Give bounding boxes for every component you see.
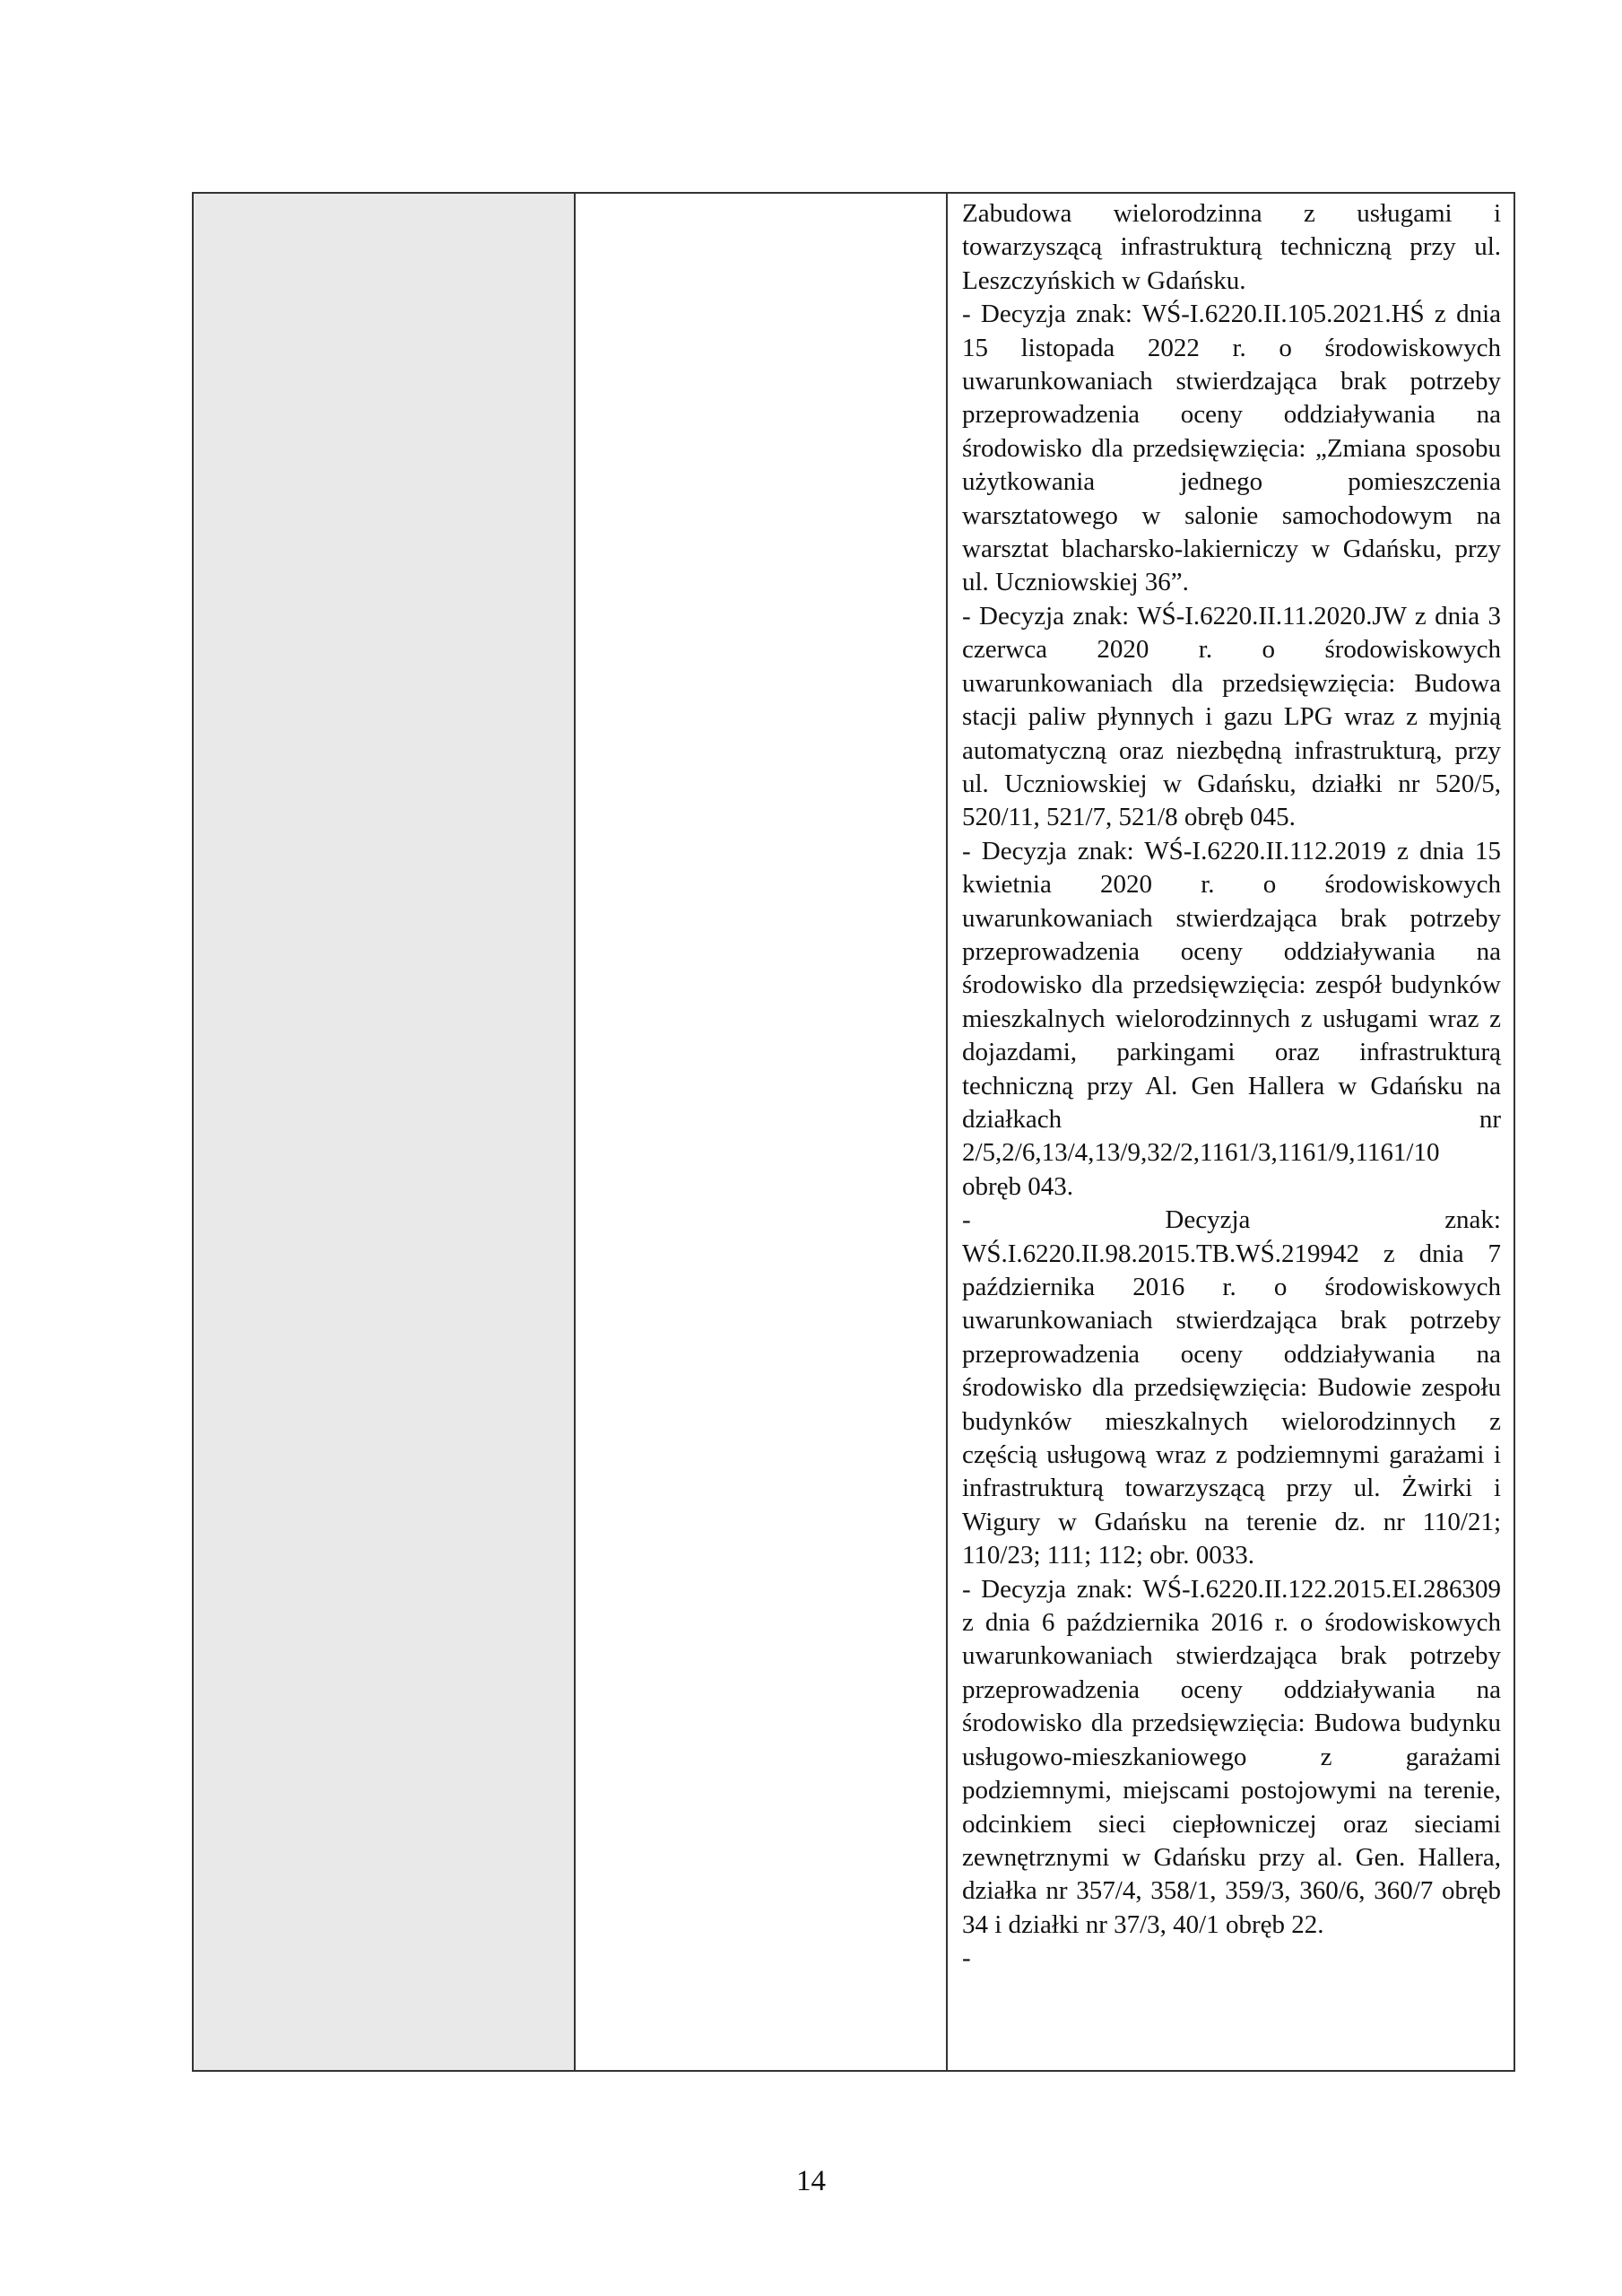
paragraph-decision-4: - Decyzja znak: WŚ.I.6220.II.98.2015.TB.WŚ.219942 z dnia 7 października 2016 r. o środowiskowych uwarunkowaniach stwierdzająca brak potrzeby przeprowadzenia oceny oddziaływania na środowisko dla przedsięwzięcia: Budowie zespołu budynków mieszkalnych wielorodzinnych z częścią usługową wraz z podziemnymi garażami i infrastrukturą towarzyszącą przy ul. Żwirki i Wigury w Gdańsku na terenie dz. nr 110/21; 110/23; 111; 112; obr. 0033. [962,1205,1501,1570]
paragraph-decision-2: - Decyzja znak: WŚ-I.6220.II.11.2020.JW z dnia 3 czerwca 2020 r. o środowiskowych uwarunkowaniach dla przedsięwzięcia: Budowa stacji paliw płynnych i gazu LPG wraz z myjnią automatyczną oraz niezbędną infrastrukturą, przy ul. Uczniowskiej w Gdańsku, działki nr 520/5, 520/11, 521/7, 521/8 obręb 045. [962,601,1501,832]
table-cell-column-1 [193,193,575,2071]
table-cell-column-3 [947,193,1514,2071]
page-number: 14 [796,2165,826,2197]
paragraph-decision-1: - Decyzja znak: WŚ-I.6220.II.105.2021.HŚ z dnia 15 listopada 2022 r. o środowiskowych uwarunkowaniach stwierdzająca brak potrzeby przeprowadzenia oceny oddziaływania na środowisko dla przedsięwzięcia: „Zmiana sposobu użytkowania jednego pomieszczenia warsztatowego w salonie samochodowym na warsztat blacharsko-lakierniczy w Gdańsku, przy ul. Uczniowskiej 36”. [962,300,1501,597]
cell-text-block [948,194,1514,1976]
paragraph-trailing-dash: - [962,1944,971,1973]
table-row [193,193,1514,2071]
table-cell-column-2 [575,193,947,2071]
cell-text [576,194,946,197]
paragraph-decision-5: - Decyzja znak: WŚ-I.6220.II.122.2015.EI.286309 z dnia 6 października 2016 r. o środowiskowych uwarunkowaniach stwierdzająca brak potrzeby przeprowadzenia oceny oddziaływania na środowisko dla przedsięwzięcia: Budowa budynku usługowo-mieszkaniowego z garażami podziemnymi, miejscami postojowymi na terenie, odcinkiem sieci ciepłowniczej oraz sieciami zewnętrznymi w Gdańsku przy al. Gen. Hallera, działka nr 357/4, 358/1, 359/3, 360/6, 360/7 obręb 34 i działki nr 37/3, 40/1 obręb 22. [962,1574,1501,1939]
paragraph-decision-3: - Decyzja znak: WŚ-I.6220.II.112.2019 z dnia 15 kwietnia 2020 r. o środowiskowych uwarunkowaniach stwierdzająca brak potrzeby przeprowadzenia oceny oddziaływania na środowisko dla przedsięwzięcia: zespół budynków mieszkalnych wielorodzinnych z usługami wraz z dojazdami, parkingami oraz infrastrukturą techniczną przy Al. Gen Hallera w Gdańsku na działkach nr 2/5,2/6,13/4,13/9,32/2,1161/3,1161/9,1161/10 obręb 043. [962,836,1501,1201]
decisions-table [192,192,1515,2072]
cell-text [194,194,574,197]
paragraph-intro: Zabudowa wielorodzinna z usługami i towarzyszącą infrastrukturą techniczną przy ul. Leszczyńskich w Gdańsku. [962,199,1501,295]
